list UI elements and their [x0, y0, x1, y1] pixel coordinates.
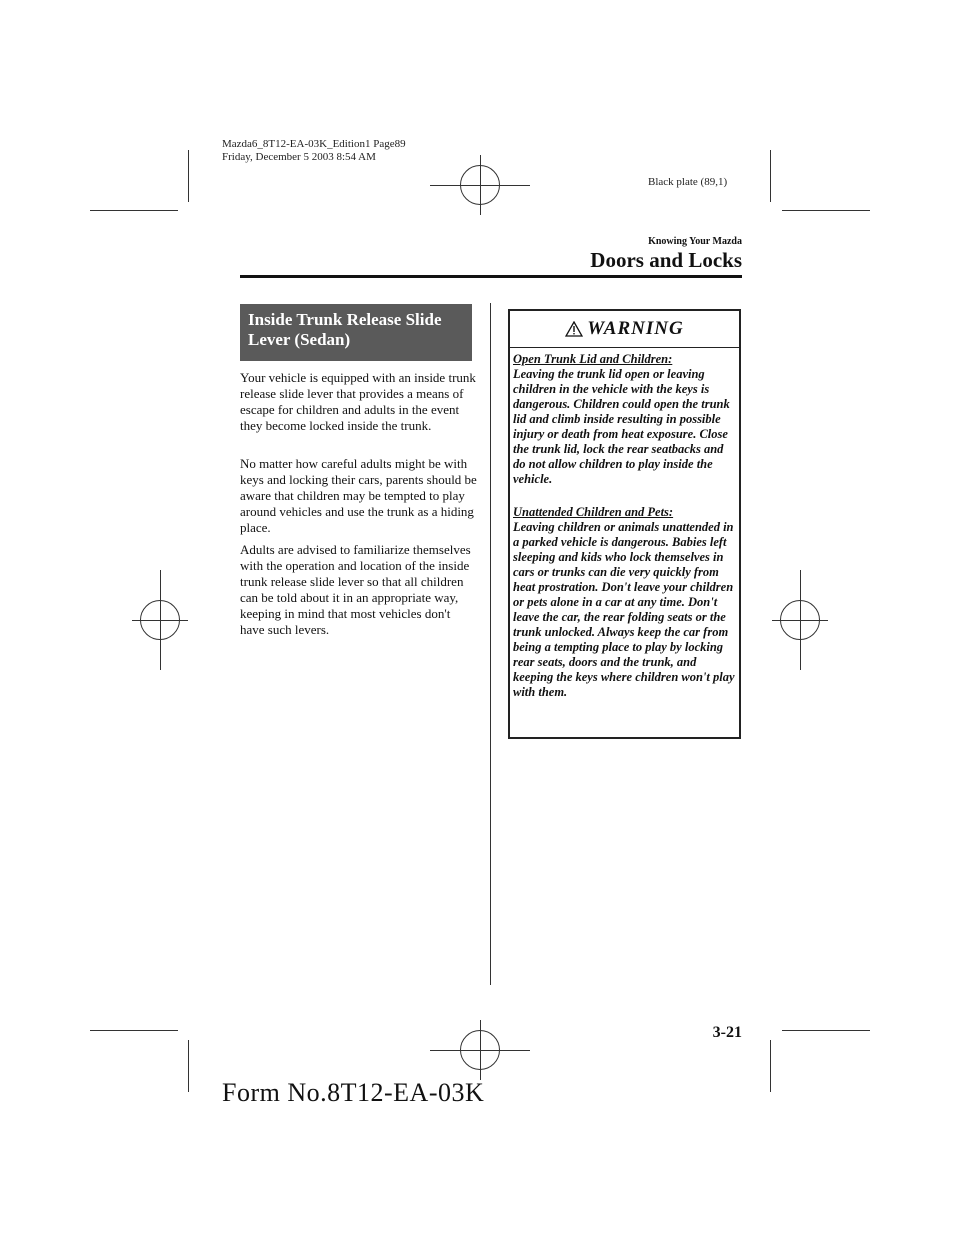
warning-text: Leaving the trunk lid open or leaving children in the vehicle with the keys is dangerous. Children could open the trunk lid and climb inside resulting in possible injury or death from heat exposure. Close the trunk lid, lock the rear seatbacks and do not allow children to play inside the vehicle.: [513, 367, 730, 486]
crop-mark: [782, 1030, 870, 1031]
chapter-title: Knowing Your Mazda: [648, 236, 742, 247]
crop-mark: [188, 1040, 189, 1092]
section-heading: Inside Trunk Release Slide Lever (Sedan): [240, 304, 472, 361]
header-rule: [240, 275, 742, 278]
plate-label: Black plate (89,1): [648, 176, 728, 188]
print-metadata: [222, 138, 406, 164]
registration-mark-icon: [430, 1020, 530, 1080]
crop-mark: [90, 210, 178, 211]
date-line: Friday, December 5 2003 8:54 AM: [222, 151, 376, 163]
warning-item: [513, 505, 735, 700]
crop-mark: [770, 1040, 771, 1092]
section-title: Doors and Locks: [590, 248, 742, 272]
registration-mark-icon: [132, 570, 188, 670]
warning-item: [513, 352, 735, 487]
crop-mark: [770, 150, 771, 202]
warning-header: [510, 311, 739, 348]
registration-mark-icon: [772, 570, 828, 670]
warning-text: Leaving children or animals unattended in a parked vehicle is dangerous. Babies left sleeping and kids who lock themselves in cars or trunks can die very quickly from heat prostration. Don't leave your children or pets alone in a car at any time. Don't leave the car, the rear folding seats or the trunk unlocked. Always keep the car from being a tempting place to play by locking rear seats, doors and the trunk, and keeping the keys where children won't play with them.: [513, 520, 735, 699]
body-paragraph: No matter how careful adults might be with keys and locking their cars, parents should be aware that children may be tempted to play around vehicles and use the trunk as a hiding place.: [240, 456, 477, 535]
file-line: Mazda6_8T12-EA-03K_Edition1 Page89: [222, 138, 406, 150]
warning-subtitle: Unattended Children and Pets:: [513, 505, 674, 519]
warning-triangle-icon: [565, 321, 583, 337]
column-divider: [490, 303, 491, 985]
body-paragraph: Your vehicle is equipped with an inside trunk release slide lever that provides a means of escape for children and adults in the event they become locked inside the trunk.: [240, 370, 476, 433]
crop-mark: [90, 1030, 178, 1031]
warning-title: WARNING: [587, 318, 684, 339]
form-number: Form No.8T12-EA-03K: [222, 1078, 485, 1107]
body-paragraph: Adults are advised to familiarize themselves with the operation and location of the inside trunk release slide lever so that all children can be told about it in an appropriate way, keeping in mind that most vehicles don't have such levers.: [240, 542, 471, 637]
crop-mark: [782, 210, 870, 211]
registration-mark-icon: [430, 155, 530, 215]
page-number: 3-21: [712, 1024, 742, 1041]
crop-mark: [188, 150, 189, 202]
warning-subtitle: Open Trunk Lid and Children:: [513, 352, 673, 366]
